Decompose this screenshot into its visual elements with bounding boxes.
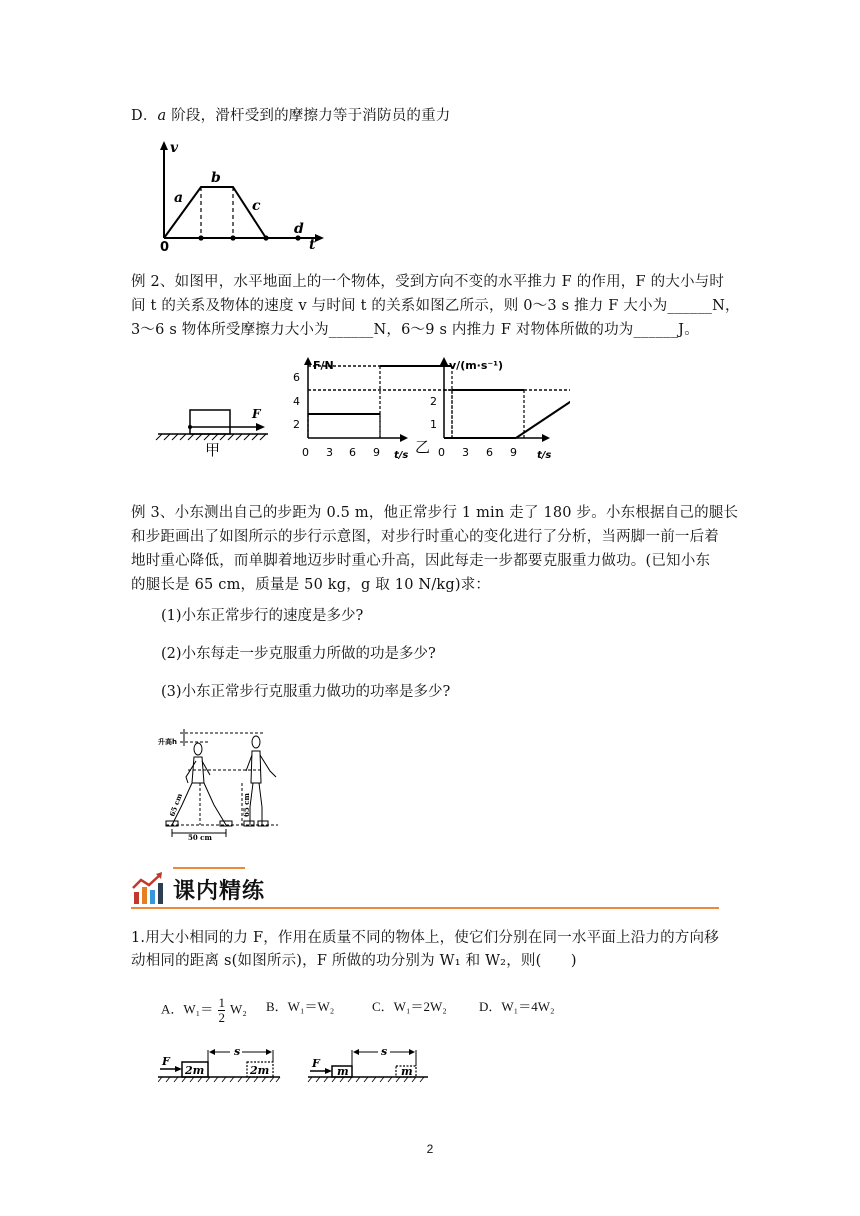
v-t-chart (415, 357, 570, 461)
fig4-s2: s (381, 1045, 388, 1058)
fraction-numerator: 1 (218, 995, 225, 1010)
section-title: 课内精练 (173, 879, 266, 904)
step-label: 50 cm (188, 833, 212, 842)
yi-label: 乙 (415, 438, 431, 456)
fraction-denominator: 2 (218, 1010, 225, 1025)
option-c: C．W₁＝2W₂ (372, 999, 447, 1014)
page-number: 2 (426, 1142, 434, 1156)
fig4-m1: 2m (185, 1064, 205, 1077)
fig4-m2: m (337, 1065, 349, 1078)
q1-line2: 动相同的距离 s(如图所示)，F 所做的功分别为 W₁ 和 W₂，则( ) (131, 953, 577, 969)
chart1-xtick-3: 3 (326, 446, 333, 459)
chart1-ytick-2: 2 (293, 418, 300, 431)
fig4-f1: F (162, 1055, 170, 1068)
option-a-suffix: W₂ (229, 1001, 247, 1017)
chart1-ytick-4: 4 (293, 395, 300, 408)
t-axis-arrow (315, 234, 324, 242)
section-bottom-rule (131, 907, 719, 909)
fig1-t-label: t (309, 237, 316, 253)
fig1-v-label: v (170, 140, 179, 156)
chart2-ylabel: v/(m·s⁻¹) (449, 359, 504, 372)
ex3-line2: 和步距画出了如图所示的步行示意图，对步行时重心的变化进行了分析，当两脚一前一后着 (131, 529, 719, 545)
force-label: F (252, 407, 261, 421)
option-b: B．W₁＝W₂ (266, 999, 335, 1014)
fig4-m1b: 2m (250, 1064, 270, 1077)
rise-label: 升高h (158, 738, 177, 746)
ex3-line4: 的腿长是 65 cm，质量是 50 kg，g 取 10 N/kg)求： (131, 577, 491, 593)
chart2-ytick-1: 1 (430, 418, 437, 431)
fig1-c-label: c (252, 198, 261, 214)
fig4-s1: s (234, 1045, 241, 1058)
option-d-q1: D．W₁＝4W₂ (479, 999, 555, 1014)
jia-label: 甲 (205, 441, 221, 459)
fig1-origin: 0 (160, 240, 170, 253)
leg1-label: 65 cm (167, 792, 185, 818)
option-d-prefix: D． (131, 108, 158, 124)
chart1-ylabel: F/N (313, 359, 334, 372)
walking-figure (158, 725, 288, 843)
ex3-line3: 地时重心降低，而单脚着地迈步时重心升高，因此每走一步都要克服重力做功。(已知小东 (131, 553, 711, 569)
ex2-line3: 3～6 s 物体所受摩擦力大小为______N，6～9 s 内推力 F 对物体所做的功为______J。 (131, 322, 699, 338)
block-diagram (156, 407, 268, 459)
chart1-xtick-0: 0 (302, 446, 309, 459)
chart2-ytick-2: 2 (430, 395, 437, 408)
fig1-b-label: b (211, 170, 221, 186)
chart1-xtick-9: 9 (373, 446, 380, 459)
chart2-xtick-0: 0 (438, 446, 445, 459)
chart1-xtick-6: 6 (349, 446, 356, 459)
vt-graph-figure (150, 138, 330, 253)
fig1-d-label: d (294, 221, 304, 237)
ex3-line1: 例 3、小东测出自己的步距为 0.5 m，他正常步行 1 min 走了 180 步。小东根据自己的腿长 (131, 505, 739, 521)
chart-growth-icon (131, 872, 165, 906)
chart2-xtick-3: 3 (462, 446, 469, 459)
ex3-q3: (3)小东正常步行克服重力做功的功率是多少? (161, 684, 451, 700)
ex2-line2: 间 t 的关系及物体的速度 v 与时间 t 的关系如图乙所示，则 0～3 s 推力 F 大小为______N， (131, 298, 740, 314)
ex3-q1: (1)小东正常步行的速度是多少? (161, 608, 364, 624)
chart1-xlabel: t/s (394, 450, 409, 461)
ex2-line1: 例 2、如图甲，水平地面上的一个物体，受到方向不变的水平推力 F 的作用，F 的大小与时 (131, 274, 725, 290)
q1-line1: 1.用大小相同的力 F，作用在质量不同的物体上，使它们分别在同一水平面上沿力的方向移 (131, 930, 719, 946)
option-a-prefix: A．W₁＝ (161, 1001, 214, 1017)
option-a (161, 996, 247, 1025)
v-axis-arrow (160, 141, 168, 150)
option-d (131, 106, 451, 126)
q1-figure (158, 1042, 433, 1084)
leg2-label: 65 cm (242, 793, 251, 817)
section-top-rule (173, 867, 245, 869)
chart2-xlabel: t/s (537, 450, 552, 461)
section-header (131, 870, 719, 910)
fig1-a-label: a (174, 190, 184, 206)
chart1-ytick-6: 6 (293, 371, 300, 384)
option-a-fraction (218, 996, 225, 1025)
fig4-m2b: m (401, 1065, 413, 1078)
chart2-xtick-6: 6 (486, 446, 493, 459)
option-d-text: 阶段，滑杆受到的摩擦力等于消防员的重力 (166, 108, 451, 124)
ex3-q2: (2)小东每走一步克服重力所做的功是多少? (161, 646, 436, 662)
option-d-var: a (157, 108, 167, 124)
ex2-figure (150, 350, 570, 462)
fig4-f2: F (312, 1057, 320, 1070)
chart2-xtick-9: 9 (510, 446, 517, 459)
